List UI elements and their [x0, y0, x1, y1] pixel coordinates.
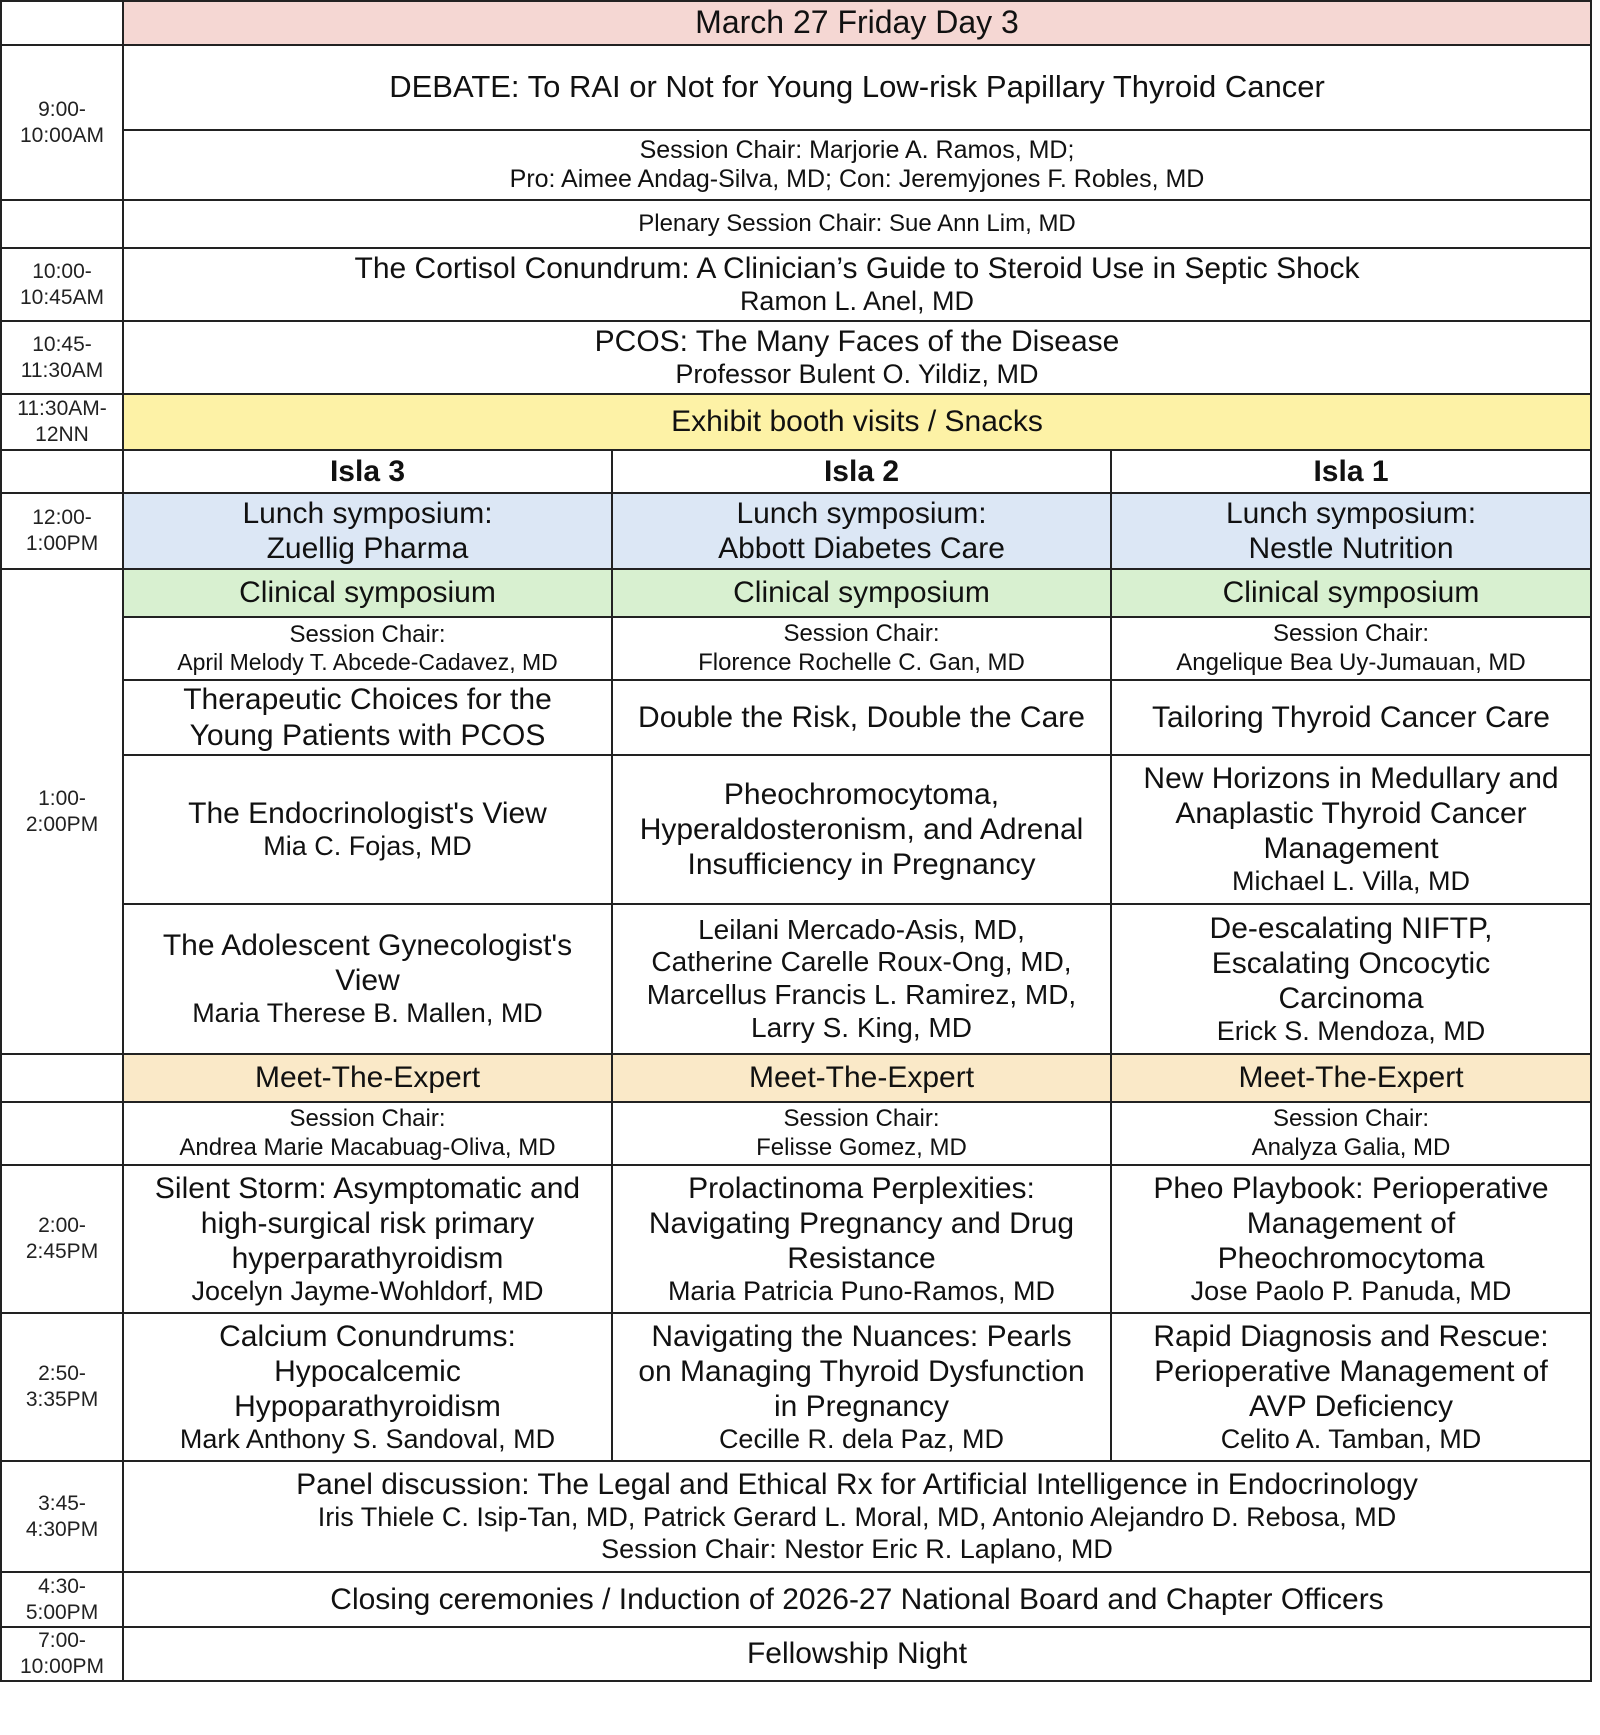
talk-line: in Pregnancy [773, 1389, 950, 1423]
plenary-chair-cell [122, 199, 1592, 249]
exhibit-cell [122, 393, 1592, 451]
time-cell [0, 1164, 124, 1314]
talk-line: high-surgical risk primary [200, 1206, 535, 1240]
clinical-talk2-isla3 [122, 903, 613, 1055]
talk-line: De-escalating NIFTP, [1209, 911, 1493, 945]
venue-isla2 [611, 449, 1112, 494]
venue-isla3-label: Isla 3 [329, 454, 406, 488]
mte-label: Meet-The-Expert [748, 1061, 975, 1095]
speaker-line: Catherine Carelle Roux-Ong, MD, [651, 946, 1072, 978]
mte-a-isla3 [122, 1164, 613, 1314]
plenary-chair: Plenary Session Chair: Sue Ann Lim, MD [638, 209, 1076, 237]
clinical-talk2-isla2 [611, 903, 1112, 1055]
lunch-label: Lunch symposium: [736, 496, 987, 530]
speaker-line: Larry S. King, MD [751, 1011, 972, 1043]
mte-a-isla2 [611, 1164, 1112, 1314]
talk-title: The Endocrinologist's View [188, 797, 547, 831]
clinical-header-isla3 [122, 568, 613, 618]
mte-header-isla2 [611, 1053, 1112, 1103]
chair-label: Session Chair: [289, 621, 446, 648]
mte-b-isla3 [122, 1312, 613, 1462]
mte-chair-isla2 [611, 1101, 1112, 1166]
clinical-chair-isla3 [122, 616, 613, 681]
mte-chair-isla3 [122, 1101, 613, 1166]
time-cell-empty [0, 1053, 124, 1103]
lunch-isla2 [611, 492, 1112, 570]
clinical-topic-isla3 [122, 679, 613, 756]
topic-line: Therapeutic Choices for the [183, 683, 552, 717]
talk-speaker: Mia C. Fojas, MD [263, 831, 472, 862]
talk-speaker: Michael L. Villa, MD [1231, 866, 1471, 897]
debate-title: DEBATE: To RAI or Not for Young Low-risk Papillary Thyroid Cancer [389, 69, 1325, 105]
clinical-topic-isla2 [611, 679, 1112, 756]
time-label: 11:30AM- 12NN [17, 397, 107, 446]
time-cell [0, 1626, 124, 1682]
talk-line: Hypoparathyroidism [234, 1389, 501, 1423]
time-label: 1:00- 2:00PM [25, 786, 99, 836]
time-label: 7:00- 10:00PM [19, 1629, 105, 1678]
debate-title-cell [122, 44, 1592, 131]
clinical-chair-isla2 [611, 616, 1112, 681]
talk-line: Navigating Pregnancy and Drug [648, 1206, 1075, 1240]
talk-line: on Managing Thyroid Dysfunction [638, 1354, 1085, 1388]
talk-line: Anaplastic Thyroid Cancer [1175, 797, 1527, 831]
speaker-line: Marcellus Francis L. Ramirez, MD, [646, 979, 1077, 1010]
topic-line: Double the Risk, Double the Care [638, 700, 1085, 734]
lunch-sponsor: Abbott Diabetes Care [718, 532, 1005, 565]
lunch-sponsor: Nestle Nutrition [1248, 532, 1454, 565]
time-label: 3:45- 4:30PM [25, 1491, 99, 1541]
time-cell [0, 1460, 124, 1573]
chair-name: Analyza Galia, MD [1251, 1133, 1451, 1161]
clinical-talk1-isla3 [122, 754, 613, 905]
venue-isla3 [122, 449, 613, 494]
clinical-label: Clinical symposium [733, 576, 990, 610]
fellowship-cell [122, 1626, 1592, 1682]
lunch-isla1 [1110, 492, 1592, 570]
talk-line: Prolactinoma Perplexities: [688, 1171, 1035, 1205]
talk-line: Navigating the Nuances: Pearls [651, 1319, 1072, 1353]
time-cell [0, 44, 124, 201]
debate-chair: Session Chair: Marjorie A. Ramos, MD; [639, 135, 1075, 164]
clinical-talk1-isla1 [1110, 754, 1592, 905]
mte-label: Meet-The-Expert [1238, 1061, 1464, 1095]
time-cell [0, 320, 124, 395]
talk-line: Pheochromocytoma [1217, 1241, 1485, 1275]
chair-label: Session Chair: [783, 1105, 940, 1133]
talk-line: Perioperative Management of [1154, 1354, 1548, 1388]
talk-line: The Adolescent Gynecologist's [162, 929, 573, 963]
day-header-title: March 27 Friday Day 3 [695, 4, 1019, 41]
talk-line: hyperparathyroidism [231, 1241, 504, 1275]
talk-speaker: Celito A. Tamban, MD [1220, 1423, 1482, 1454]
talk-line: AVP Deficiency [1249, 1389, 1453, 1423]
clinical-header-isla2 [611, 568, 1112, 618]
time-cell [0, 492, 124, 570]
talk-line: Hyperaldosteronism, and Adrenal [639, 812, 1084, 846]
venue-isla2-label: Isla 2 [823, 454, 900, 488]
time-cell-empty [0, 199, 124, 249]
day-header [122, 0, 1592, 46]
mte-header-isla3 [122, 1053, 613, 1103]
chair-name: April Melody T. Abcede-Cadavez, MD [177, 649, 558, 676]
talk-line: Management [1263, 832, 1439, 866]
talk-line: Resistance [787, 1241, 936, 1275]
time-cell-empty [0, 0, 124, 46]
clinical-label: Clinical symposium [1222, 576, 1480, 610]
talk-line: View [335, 964, 400, 998]
speaker-line: Leilani Mercado-Asis, MD, [698, 913, 1025, 945]
time-label: 2:00- 2:45PM [25, 1214, 99, 1263]
talk-line: Calcium Conundrums: [219, 1319, 516, 1353]
mte-b-isla2 [611, 1312, 1112, 1462]
time-cell [0, 568, 124, 1055]
clinical-talk2-isla1 [1110, 903, 1592, 1055]
time-cell [0, 1312, 124, 1462]
chair-label: Session Chair: [783, 620, 940, 648]
talk-line: Rapid Diagnosis and Rescue: [1153, 1319, 1549, 1353]
mte-b-isla1 [1110, 1312, 1592, 1462]
time-label: 2:50- 3:35PM [25, 1362, 99, 1411]
talk-speaker: Maria Therese B. Mallen, MD [192, 998, 543, 1029]
talk-speaker: Jose Paolo P. Panuda, MD [1190, 1275, 1512, 1306]
time-cell-empty [0, 449, 124, 494]
mte-a-isla1 [1110, 1164, 1592, 1314]
time-label: 10:45- 11:30AM [20, 332, 104, 382]
lunch-sponsor: Zuellig Pharma [266, 532, 469, 565]
closing-cell [122, 1571, 1592, 1628]
chair-label: Session Chair: [289, 1105, 446, 1133]
time-cell-empty [0, 1101, 124, 1166]
panel-cell [122, 1460, 1592, 1573]
talk-line: Silent Storm: Asymptomatic and [154, 1171, 581, 1205]
mte-chair-isla1 [1110, 1101, 1592, 1166]
mte-header-isla1 [1110, 1053, 1592, 1103]
closing-label: Closing ceremonies / Induction of 2026-27 National Board and Chapter Officers [330, 1582, 1384, 1616]
time-cell [0, 1571, 124, 1628]
talk-speaker: Cecille R. dela Paz, MD [718, 1423, 1005, 1454]
debate-panel-cell [122, 129, 1592, 201]
mte-label: Meet-The-Expert [254, 1061, 481, 1095]
talk-line: Insufficiency in Pregnancy [687, 848, 1036, 882]
cortisol-cell [122, 247, 1592, 322]
venue-isla1-label: Isla 1 [1313, 454, 1389, 488]
fellowship-label: Fellowship Night [746, 1637, 968, 1671]
chair-name: Felisse Gomez, MD [756, 1133, 967, 1161]
clinical-topic-isla1 [1110, 679, 1592, 756]
lunch-label: Lunch symposium: [1225, 496, 1477, 530]
chair-name: Andrea Marie Macabuag-Oliva, MD [179, 1133, 556, 1161]
panel-chair: Session Chair: Nestor Eric R. Laplano, MD [601, 1534, 1113, 1565]
debate-pro-con: Pro: Aimee Andag-Silva, MD; Con: Jeremyjones F. Robles, MD [509, 165, 1205, 193]
chair-name: Angelique Bea Uy-Jumauan, MD [1176, 648, 1526, 676]
pcos-title: PCOS: The Many Faces of the Disease [594, 325, 1120, 359]
panel-speakers: Iris Thiele C. Isip-Tan, MD, Patrick Gerard L. Moral, MD, Antonio Alejandro D. Rebosa, MD [317, 1502, 1397, 1533]
panel-title: Panel discussion: The Legal and Ethical Rx for Artificial Intelligence in Endocrinology [296, 1468, 1418, 1502]
exhibit-label: Exhibit booth visits / Snacks [671, 405, 1043, 439]
clinical-chair-isla1 [1110, 616, 1592, 681]
topic-line: Young Patients with PCOS [189, 718, 546, 752]
clinical-header-isla1 [1110, 568, 1592, 618]
talk-line: Escalating Oncocytic [1211, 946, 1491, 980]
lunch-label: Lunch symposium: [242, 496, 493, 530]
pcos-speaker: Professor Bulent O. Yildiz, MD [675, 359, 1039, 390]
chair-label: Session Chair: [1272, 1105, 1430, 1133]
talk-speaker: Erick S. Mendoza, MD [1216, 1015, 1486, 1046]
talk-line: Hypocalcemic [274, 1354, 461, 1388]
talk-line: New Horizons in Medullary and [1143, 762, 1559, 796]
chair-label: Session Chair: [1272, 620, 1430, 648]
talk-line: Carcinoma [1278, 981, 1424, 1015]
talk-speaker: Jocelyn Jayme-Wohldorf, MD [191, 1275, 544, 1306]
talk-line: Management of [1246, 1206, 1456, 1240]
clinical-talk1-isla2 [611, 754, 1112, 905]
time-cell [0, 247, 124, 322]
talk-speaker: Mark Anthony S. Sandoval, MD [179, 1423, 556, 1454]
time-label: 4:30- 5:00PM [25, 1574, 99, 1624]
cortisol-speaker: Ramon L. Anel, MD [739, 286, 975, 317]
cortisol-title: The Cortisol Conundrum: A Clinician’s Guide to Steroid Use in Septic Shock [354, 252, 1360, 286]
venue-isla1 [1110, 449, 1592, 494]
time-label: 12:00- 1:00PM [25, 506, 99, 555]
clinical-label: Clinical symposium [239, 576, 496, 610]
pcos-cell [122, 320, 1592, 395]
talk-speaker: Maria Patricia Puno-Ramos, MD [667, 1275, 1056, 1306]
talk-line: Pheochromocytoma, [723, 777, 1000, 811]
topic-line: Tailoring Thyroid Cancer Care [1152, 700, 1550, 734]
lunch-isla3 [122, 492, 613, 570]
chair-name: Florence Rochelle C. Gan, MD [698, 648, 1025, 676]
time-label: 9:00- 10:00AM [19, 97, 105, 147]
time-label: 10:00- 10:45AM [19, 259, 105, 309]
talk-line: Pheo Playbook: Perioperative [1153, 1171, 1549, 1205]
time-cell [0, 393, 124, 451]
